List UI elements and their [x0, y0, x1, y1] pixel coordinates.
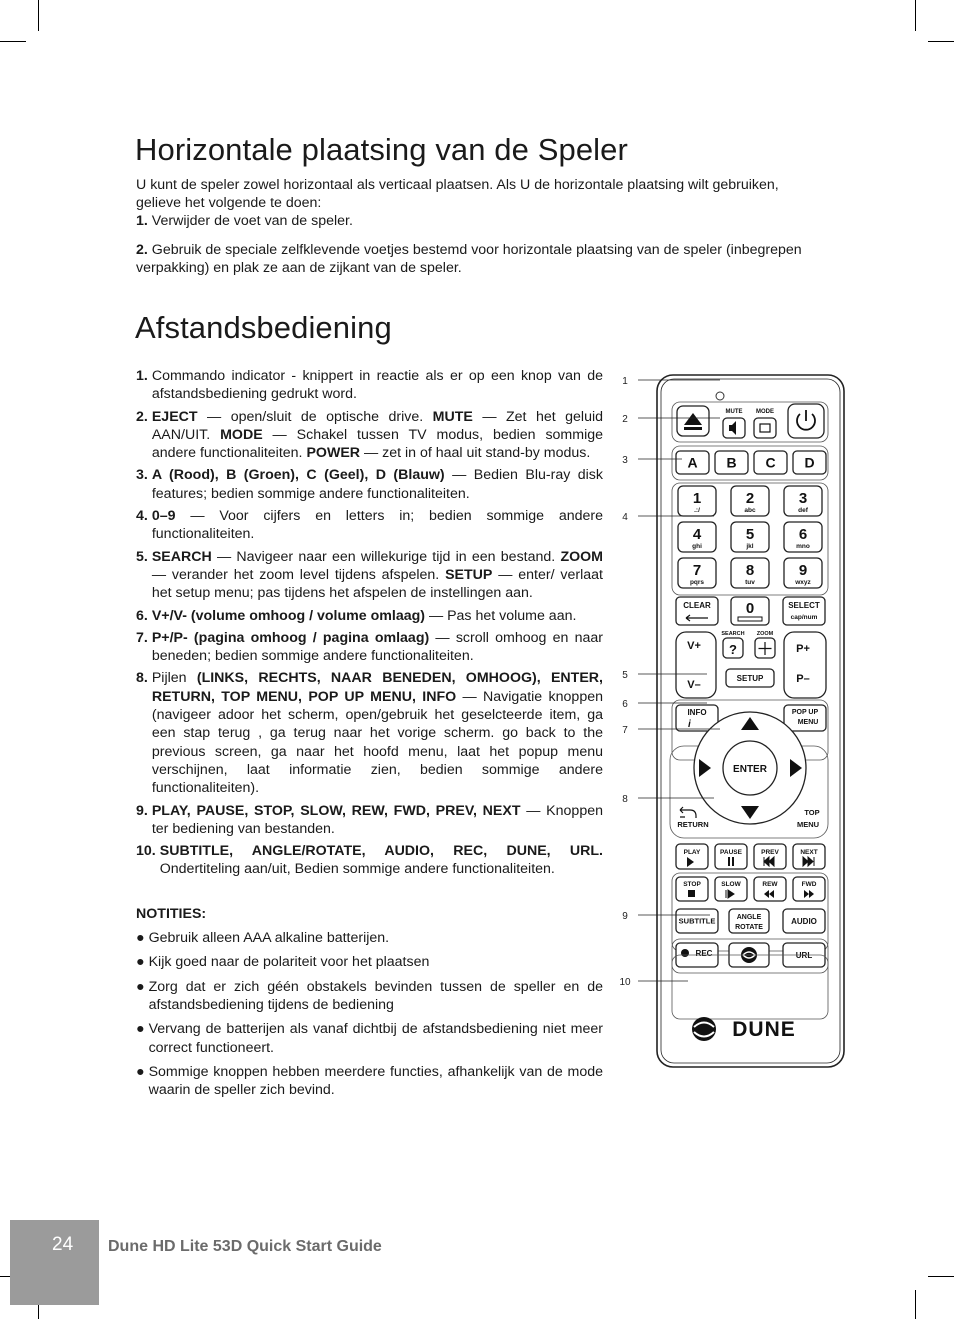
list-item	[136, 629, 603, 666]
bullet-icon: ●	[136, 1063, 145, 1080]
digit-letters: .:/	[694, 507, 700, 514]
text-run: — Knoppen ter bediening van bestanden.	[151, 802, 603, 837]
url-button-label: URL	[795, 950, 813, 960]
text-run: — Voor cijfers en letters in; bedien sommige andere functionaliteiten.	[151, 508, 603, 543]
list-item-number: 7.	[136, 629, 148, 646]
note-item	[136, 953, 603, 971]
info-button-label: INFO	[687, 708, 707, 717]
intro-paragraph	[136, 176, 846, 230]
digit-letters: pqrs	[689, 579, 705, 586]
bold-term: MODE	[220, 426, 263, 443]
crop-mark	[928, 1276, 954, 1277]
command-indicator	[716, 392, 724, 400]
note-item	[136, 929, 603, 947]
select-sub-label: cap/num	[790, 614, 818, 621]
digit-label: 2	[745, 490, 755, 507]
list-item-number: 6.	[136, 607, 148, 624]
search-icon: ?	[729, 642, 737, 657]
rec-label: REC	[695, 949, 713, 958]
rec-icon	[681, 949, 689, 957]
bold-term: PLAY, PAUSE, STOP, SLOW, REW, FWD, PREV, NEXT	[151, 802, 521, 819]
digit-label: 3	[798, 490, 808, 507]
note-text: Zorg dat er zich géén obstakels bevinden tussen de speller en de afstandsbediening tijdens de bediening	[148, 978, 603, 1013]
text-run: — Navigeer naar een willekurige tijd in een bestand.	[211, 548, 561, 565]
text-run: — enter/ verlaat het setup menu; pas tijdens het afspelen de instellingen aan.	[151, 566, 603, 602]
transport-fwd-button-label: FWD	[801, 881, 817, 888]
text-run: — Zet het geluid AAN/UIT.	[151, 408, 603, 443]
transport-stop-button-label: STOP	[683, 881, 701, 888]
digit-letters: mno	[796, 543, 810, 550]
list-item-number: 9.	[136, 802, 148, 819]
section-title-horizontal-placement: Horizontale plaatsing van de Speler	[135, 132, 628, 167]
zero-label: 0	[745, 600, 755, 617]
section-title-remote-control: Afstandsbediening	[135, 310, 392, 345]
callout-number: 3	[622, 455, 628, 466]
color-key-d-label: D	[804, 454, 815, 471]
bold-term: V+/V- (volume omhoog / volume omlaag)	[151, 607, 425, 624]
callout-number: 1	[622, 376, 628, 387]
list-item	[136, 408, 603, 463]
list-item-number: 2.	[136, 408, 148, 425]
bullet-icon: ●	[136, 954, 145, 971]
return-label: RETURN	[677, 820, 709, 829]
digit-label: 4	[692, 526, 702, 543]
callout-number: 2	[622, 414, 628, 425]
list-item-text	[152, 408, 603, 463]
pause-icon-bar	[732, 857, 734, 866]
transport-play-button-label: PLAY	[683, 849, 701, 856]
digit-label: 5	[745, 526, 755, 543]
crop-mark	[915, 0, 916, 31]
bold-term: MUTE	[432, 408, 473, 425]
angle-rotate-button-label: ANGLE	[736, 914, 762, 921]
mute-label: MUTE	[725, 409, 743, 415]
digit-label: 7	[692, 562, 702, 579]
page-down-label: P–	[796, 673, 810, 685]
callout-number: 8	[622, 794, 628, 805]
top-menu-label: TOP	[804, 808, 820, 817]
crop-mark	[928, 41, 954, 42]
mode-button	[754, 418, 776, 438]
list-item	[136, 842, 603, 879]
list-item-text	[152, 548, 603, 603]
text-run: — Bedien Blu-ray disk features; bedien sommige andere functionaliteiten.	[151, 467, 603, 502]
note-item	[136, 1020, 603, 1057]
color-key-a-label: A	[687, 454, 698, 471]
list-item	[136, 548, 603, 603]
note-text: Gebruik alleen AAA alkaline batterijen.	[148, 930, 390, 947]
digit-letters: jkl	[746, 543, 754, 550]
list-item	[136, 802, 603, 839]
popup-menu-label2: MENU	[797, 719, 819, 726]
pause-icon	[728, 857, 730, 866]
bold-term: ZOOM	[560, 548, 603, 565]
step-text: verpakking) en plak ze aan de zijkant van de speler.	[136, 260, 462, 276]
callout-number: 9	[622, 911, 628, 922]
audio-button-label: AUDIO	[791, 916, 817, 926]
transport-slow-button-label: SLOW	[721, 881, 741, 888]
list-item-text	[152, 466, 603, 503]
text-run: Pijlen	[151, 670, 197, 687]
remote-control-illustration	[614, 372, 850, 1072]
text-run: — Pas het volume aan.	[425, 607, 577, 624]
list-item-text	[152, 607, 603, 625]
list-item-number: 4.	[136, 508, 148, 525]
note-item	[136, 1063, 603, 1100]
list-item-text	[152, 629, 603, 666]
select-button-label: SELECT	[788, 601, 820, 610]
search-label: SEARCH	[721, 631, 745, 637]
subtitle-button-label: SUBTITLE	[678, 916, 716, 926]
bold-term: A (Rood), B (Groen), C (Geel), D (Blauw)	[151, 467, 445, 484]
callout-number: 4	[622, 512, 628, 523]
bullet-icon: ●	[136, 930, 145, 947]
digit-letters: abc	[744, 507, 756, 514]
transport-prev-button-label: PREV	[761, 849, 779, 856]
list-item	[136, 669, 603, 797]
color-key-c-label: C	[765, 454, 776, 471]
crop-mark	[0, 41, 26, 42]
note-text: Vervang de batterijen als vanaf dichtbij de afstandsbediening niet meer correct functioneert.	[148, 1021, 603, 1056]
text-run: — verander het zoom level tijdens afspelen.	[151, 566, 446, 583]
page-up-label: P+	[796, 643, 810, 655]
list-item-text	[160, 842, 603, 879]
bold-term: (LINKS, RECHTS, NAAR BENEDEN, OMHOOG), ENTER, RETURN, TOP MENU, POP UP MENU, INFO	[151, 670, 603, 705]
page-rocker	[784, 632, 826, 698]
transport-pause-button-label: PAUSE	[720, 849, 742, 856]
note-text: Sommige knoppen hebben meerdere functies, afhankelijk van de mode waarin de speller zich bevind.	[148, 1063, 603, 1099]
bold-term: P+/P- (pagina omhoog / pagina omlaag)	[151, 629, 430, 646]
list-item-text	[152, 669, 603, 797]
callout-number: 7	[622, 725, 628, 736]
text-run: — Navigatie knoppen (navigeer adoor het scherm, open/gebruik het geselcteerde item, ga een stap terug , ga terug naar het vorige scherm. go back to the previous screen, ga naar het hoofd menu, laat het popup menu verschijnen, laat informatie zien, bedien sommige andere functionaliteiten).	[151, 688, 603, 797]
mode-label: MODE	[756, 409, 774, 415]
crop-mark	[915, 1290, 916, 1319]
volume-up-label: V+	[687, 640, 701, 652]
transport-prev-button	[754, 844, 786, 869]
crop-mark	[38, 0, 39, 31]
text-run: — scroll omhoog en naar beneden; bedien sommige andere functionaliteiten.	[151, 629, 603, 665]
list-item	[136, 466, 603, 503]
popup-menu-button-label: POP UP	[791, 709, 819, 716]
list-item-text	[152, 367, 603, 404]
footer-title: Dune HD Lite 53D Quick Start Guide	[108, 1238, 382, 1255]
intro-line: U kunt de speler zowel horizontaal als verticaal plaatsen. Als U de horizontale plaatsing wilt gebruiken,	[136, 177, 779, 193]
step-number: 2.	[136, 242, 148, 258]
step-number: 1.	[136, 213, 148, 229]
text-run: Commando indicator - knippert in reactie als er op een knop van de afstandsbediening gedrukt word.	[151, 368, 603, 403]
callout-number: 10	[619, 977, 631, 988]
setup-button-label: SETUP	[736, 673, 764, 683]
digit-label: 8	[745, 562, 755, 579]
bold-term: POWER	[306, 445, 361, 462]
list-item-number: 1.	[136, 368, 148, 384]
digit-letters: wxyz	[795, 579, 811, 586]
note-text: Kijk goed naar de polariteit voor het plaatsen	[148, 954, 430, 971]
clear-button-label: CLEAR	[683, 601, 711, 610]
remote-function-list	[136, 367, 603, 1105]
info-icon: i	[688, 719, 691, 730]
note-item	[136, 978, 603, 1015]
transport-rew-button-label: REW	[762, 881, 778, 888]
transport-next-button-label: NEXT	[800, 849, 818, 856]
step2-paragraph	[136, 241, 846, 277]
digit-letters: tuv	[745, 579, 755, 586]
text-run: — Schakel tussen TV modus, bedien sommige andere functionaliteiten.	[151, 426, 604, 462]
digit-letters: ghi	[692, 543, 702, 550]
step-text: Verwijder de voet van de speler.	[151, 213, 353, 229]
page-number-box	[10, 1220, 99, 1305]
digit-label: 6	[798, 526, 808, 543]
callout-number: 6	[622, 699, 628, 710]
eject-icon-bar	[684, 427, 702, 430]
list-item-text	[152, 802, 603, 839]
bullet-icon: ●	[136, 978, 145, 995]
step-text: Gebruik de speciale zelfklevende voetjes bestemd voor horizontale plaatsing van de speler (inbegrepen	[151, 242, 802, 258]
bold-term: 0–9	[151, 508, 176, 525]
list-item	[136, 507, 603, 544]
text-run: — zet in of haal uit stand-by modus.	[360, 445, 591, 462]
list-item	[136, 367, 603, 404]
digit-label: 1	[692, 490, 702, 507]
notes-heading: NOTITIES:	[136, 905, 207, 922]
digit-letters: def	[798, 507, 808, 514]
angle-rotate-label2: ROTATE	[735, 924, 763, 931]
brand-wordmark: DUNE	[732, 1018, 796, 1041]
page-number: 24	[52, 1234, 74, 1255]
list-item-text	[152, 507, 603, 544]
list-item-number: 10.	[136, 843, 156, 860]
callout-number: 5	[622, 670, 628, 681]
transport-play-button	[676, 844, 708, 869]
list-item-number: 5.	[136, 548, 148, 565]
enter-label: ENTER	[733, 764, 767, 775]
text-run: Ondertiteling aan/uit, Bedien sommige andere functionaliteiten.	[159, 861, 555, 878]
top-menu-label2: MENU	[796, 820, 820, 829]
bold-term: SEARCH	[151, 548, 212, 565]
stop-icon	[688, 890, 695, 897]
list-item-number: 8.	[136, 670, 148, 687]
intro-line: gelieve het volgende te doen:	[136, 195, 322, 211]
digit-label: 9	[798, 562, 808, 579]
bold-term: SETUP	[445, 566, 493, 583]
transport-pause-button	[715, 844, 747, 869]
text-run: — open/sluit de optische drive.	[197, 408, 433, 425]
bullet-icon: ●	[136, 1021, 145, 1038]
color-key-b-label: B	[726, 454, 737, 471]
list-item-number: 3.	[136, 467, 148, 484]
zoom-label: ZOOM	[756, 631, 774, 637]
volume-down-label: V–	[687, 679, 701, 691]
bold-term: EJECT	[151, 408, 198, 425]
bold-term: SUBTITLE, ANGLE/ROTATE, AUDIO, REC, DUNE, URL.	[159, 843, 603, 860]
list-item	[136, 607, 603, 625]
